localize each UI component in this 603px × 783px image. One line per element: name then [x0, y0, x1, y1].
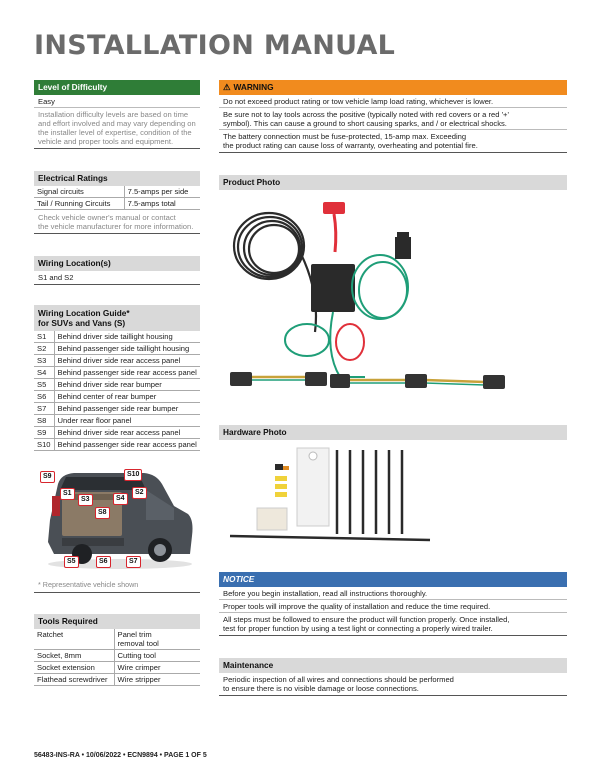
table-row [34, 629, 200, 650]
table-cell: Signal circuits [34, 186, 124, 198]
divider [219, 152, 567, 153]
table-cell: Behind passenger side rear access panel [54, 367, 200, 379]
warning-icon: ⚠ [223, 82, 231, 92]
wiring-guide-heading-line: for SUVs and Vans (S) [38, 318, 126, 328]
table-cell: S6 [34, 391, 54, 403]
product-photo-heading: Product Photo [219, 175, 567, 190]
hardware-photo-heading: Hardware Photo [219, 425, 567, 440]
wiring-location-value: S1 and S2 [38, 273, 74, 282]
table-row [34, 391, 200, 403]
table-cell: S2 [34, 343, 54, 355]
location-callout: S9 [40, 471, 55, 483]
page-footer: 56483-INS-RA • 10/06/2022 • ECN9894 • PAGE 1 OF 5 [34, 752, 207, 759]
table-cell: S3 [34, 355, 54, 367]
divider [34, 148, 200, 149]
divider [219, 635, 567, 636]
table-cell: Wire crimper [114, 662, 200, 674]
location-callout: S3 [78, 494, 93, 506]
product-photo [225, 192, 545, 402]
tools-table [34, 629, 200, 686]
vehicle-illustration [34, 462, 200, 572]
warning-item: The battery connection must be fuse-protected, 15-amp max. Exceeding [223, 132, 467, 141]
table-row [34, 198, 200, 210]
notice-item: Before you begin installation, read all instructions thoroughly. [223, 589, 428, 598]
electrical-note-line: Check vehicle owner's manual or contact [38, 213, 176, 222]
location-callout: S5 [64, 556, 79, 568]
divider [34, 107, 200, 108]
table-row [34, 379, 200, 391]
maintenance-line: to ensure there is no visible damage or loose connections. [223, 684, 419, 693]
table-cell: S7 [34, 403, 54, 415]
table-cell: Socket extension [34, 662, 114, 674]
difficulty-note-line: vehicle and proper tools and equipment. [38, 137, 174, 146]
table-cell: S5 [34, 379, 54, 391]
table-row [34, 355, 200, 367]
table-cell: Behind driver side taillight housing [54, 331, 200, 343]
table-cell-line: Panel trim [117, 630, 152, 639]
table-row [34, 403, 200, 415]
wiring-location-heading: Wiring Location(s) [34, 256, 200, 271]
maintenance-heading: Maintenance [219, 658, 567, 673]
table-cell: S9 [34, 427, 54, 439]
warning-item: Do not exceed product rating or tow vehicle lamp load rating, whichever is lower. [223, 97, 494, 106]
table-cell: Behind driver side rear access panel [54, 355, 200, 367]
table-row [34, 367, 200, 379]
table-cell: Behind driver side rear access panel [54, 427, 200, 439]
table-cell: S10 [34, 439, 54, 451]
electrical-heading: Electrical Ratings [34, 171, 200, 186]
warning-heading [219, 80, 567, 95]
electrical-table [34, 186, 200, 210]
warning-heading-label: WARNING [233, 82, 274, 92]
table-row [34, 650, 200, 662]
notice-item: All steps must be followed to ensure the product will function properly. Once installed, [223, 615, 510, 624]
table-cell: Behind passenger side rear access panel [54, 439, 200, 451]
notice-item: Proper tools will improve the quality of installation and reduce the time required. [223, 602, 491, 611]
table-cell: Ratchet [34, 629, 114, 650]
location-callout: S10 [124, 469, 142, 481]
vehicle-caption: * Representative vehicle shown [38, 580, 139, 589]
divider [34, 284, 200, 285]
difficulty-note-line: the installer level of expertise, condition of the [38, 128, 192, 137]
location-callout: S6 [96, 556, 111, 568]
difficulty-heading: Level of Difficulty [34, 80, 200, 95]
wiring-guide-heading-line: Wiring Location Guide* [38, 308, 130, 318]
page-title: INSTALLATION MANUAL [34, 30, 396, 61]
hardware-photo [225, 442, 435, 546]
table-row [34, 331, 200, 343]
table-cell: Under rear floor panel [54, 415, 200, 427]
wiring-guide-heading [34, 305, 200, 331]
maintenance-line: Periodic inspection of all wires and connections should be performed [223, 675, 454, 684]
table-cell-line: removal tool [117, 639, 159, 648]
difficulty-note-line: Installation difficulty levels are based on time [38, 110, 189, 119]
table-row [34, 439, 200, 451]
tools-heading: Tools Required [34, 614, 200, 629]
table-cell: Behind passenger side rear bumper [54, 403, 200, 415]
divider [219, 695, 567, 696]
table-cell: Wire stripper [114, 674, 200, 686]
divider [34, 233, 200, 234]
warning-item: symbol). This can cause a ground to short causing sparks, and / or electrical shocks. [223, 119, 507, 128]
table-cell: S1 [34, 331, 54, 343]
table-row [34, 427, 200, 439]
warning-item: the product rating can cause loss of warranty, overheating and potential fire. [223, 141, 478, 150]
location-callout: S7 [126, 556, 141, 568]
divider [34, 592, 200, 593]
difficulty-level: Easy [38, 97, 55, 106]
divider [219, 107, 567, 108]
location-callout: S4 [113, 493, 128, 505]
table-row [34, 662, 200, 674]
table-cell: Behind driver side rear bumper [54, 379, 200, 391]
location-callout: S2 [132, 487, 147, 499]
table-cell: Cutting tool [114, 650, 200, 662]
notice-item: test for proper function by using a test light or connecting a properly wired trailer. [223, 624, 493, 633]
table-cell: 7.5-amps total [124, 198, 200, 210]
table-cell: 7.5-amps per side [124, 186, 200, 198]
table-cell: Tail / Running Circuits [34, 198, 124, 210]
divider [219, 599, 567, 600]
location-callout: S8 [95, 507, 110, 519]
table-row [34, 186, 200, 198]
table-cell: S8 [34, 415, 54, 427]
table-cell [114, 629, 200, 650]
location-callout: S1 [60, 488, 75, 500]
divider [219, 612, 567, 613]
table-cell: Socket, 8mm [34, 650, 114, 662]
table-cell: Flathead screwdriver [34, 674, 114, 686]
wiring-guide-table [34, 331, 200, 451]
table-row [34, 343, 200, 355]
electrical-note-line: the vehicle manufacturer for more information. [38, 222, 194, 231]
notice-heading: NOTICE [219, 572, 567, 587]
warning-item: Be sure not to lay tools across the positive (typically noted with red covers or a red '+' [223, 110, 509, 119]
table-cell: Behind passenger side taillight housing [54, 343, 200, 355]
difficulty-note-line: and effort involved and may vary depending on [38, 119, 196, 128]
table-cell: Behind center of rear bumper [54, 391, 200, 403]
table-cell: S4 [34, 367, 54, 379]
table-row [34, 415, 200, 427]
table-row [34, 674, 200, 686]
divider [219, 129, 567, 130]
